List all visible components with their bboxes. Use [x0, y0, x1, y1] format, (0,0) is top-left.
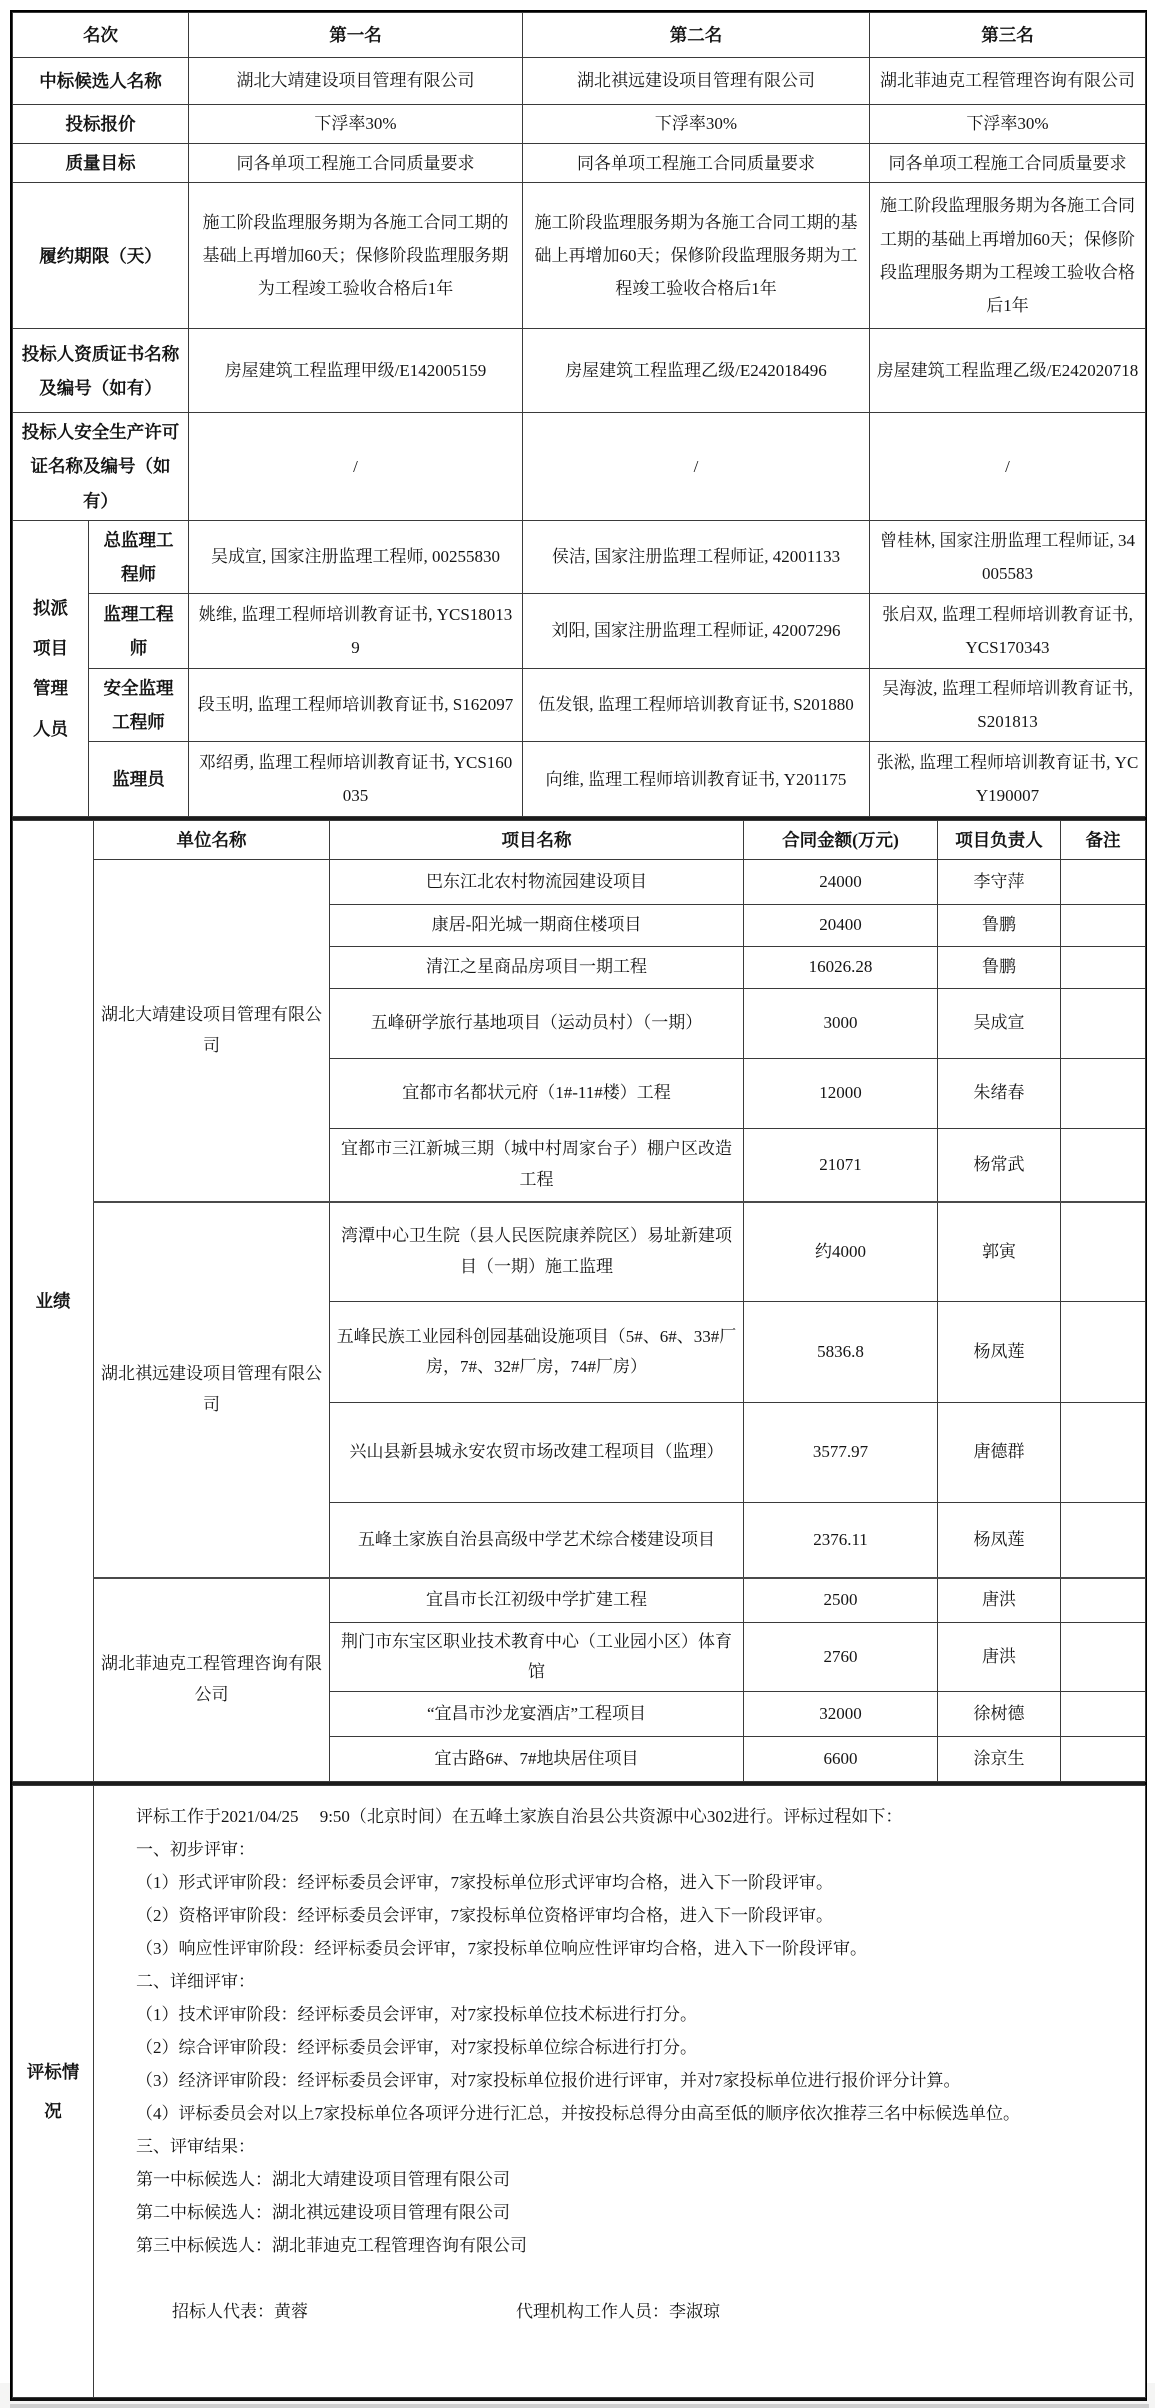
- safety-license-row: [13, 413, 1146, 520]
- supervising-engineer-1: 姚维, 监理工程师培训教育证书, YCS180139: [189, 593, 523, 668]
- supervisor-2: 向维, 监理工程师培训教育证书, Y201175: [523, 742, 870, 817]
- company-2-name: 湖北祺远建设项目管理有限公司: [94, 1202, 330, 1578]
- quality-goal-2: 同各单项工程施工合同质量要求: [523, 144, 870, 183]
- chief-engineer-2: 侯洁, 国家注册监理工程师证, 42001133: [523, 520, 870, 593]
- project-note: [1061, 1403, 1146, 1503]
- project-amount: 20400: [744, 905, 938, 947]
- project-name: 五峰土家族自治县高级中学艺术综合楼建设项目: [330, 1503, 744, 1578]
- project-amount: 16026.28: [744, 947, 938, 989]
- bid-result-sheet: [10, 10, 1147, 2401]
- candidate-2: 湖北祺远建设项目管理有限公司: [523, 58, 870, 105]
- project-manager: 涂京生: [938, 1737, 1061, 1782]
- project-note: [1061, 1623, 1146, 1692]
- company-3-name: 湖北菲迪克工程管理咨询有限公司: [94, 1578, 330, 1782]
- project-row: [13, 1578, 1146, 1623]
- performance-period-2: 施工阶段监理服务期为各施工合同工期的基础上再增加60天；保修阶段监理服务期为工程竣工验收合格后1年: [523, 183, 870, 329]
- evaluation-line: 一、初步评审：: [136, 1840, 255, 1860]
- project-manager: 吴成宣: [938, 989, 1061, 1059]
- qualification-cert-3: 房屋建筑工程监理乙级/E242020718: [870, 329, 1146, 413]
- project-name: 巴东江北农村物流园建设项目: [330, 860, 744, 905]
- bid-price-1: 下浮率30%: [189, 105, 523, 144]
- safety-engineer-3: 吴海波, 监理工程师培训教育证书, S201813: [870, 668, 1146, 741]
- chief-engineer-row: [13, 520, 1146, 593]
- project-manager: 唐洪: [938, 1578, 1061, 1623]
- project-note: [1061, 1202, 1146, 1302]
- project-name: “宜昌市沙龙宴酒店”工程项目: [330, 1692, 744, 1737]
- candidate-name-row: [13, 58, 1146, 105]
- project-row: [13, 1202, 1146, 1302]
- qualification-cert-label: 投标人资质证书名称及编号（如有）: [13, 329, 189, 413]
- chief-engineer-role: 总监理工程师: [89, 520, 189, 593]
- supervising-engineer-role: 监理工程师: [89, 593, 189, 668]
- contract-amount-header: 合同金额(万元): [744, 821, 938, 860]
- project-manager: 鲁鹏: [938, 947, 1061, 989]
- chief-engineer-3: 曾桂林, 国家注册监理工程师证, 34005583: [870, 520, 1146, 593]
- performance-group-label: [13, 821, 94, 1782]
- project-name: 宜昌市长江初级中学扩建工程: [330, 1578, 744, 1623]
- signature-line: [100, 2295, 1129, 2328]
- project-manager: 杨常武: [938, 1129, 1061, 1202]
- evaluation-group-label: [13, 1786, 94, 2398]
- evaluation-line: 二、详细评审：: [136, 1972, 255, 1992]
- company-name-header: 单位名称: [94, 821, 330, 860]
- bid-price-row: [13, 105, 1146, 144]
- bidder-representative: 招标人代表：黄蓉: [172, 2302, 308, 2322]
- project-manager: 朱绪春: [938, 1059, 1061, 1129]
- quality-goal-1: 同各单项工程施工合同质量要求: [189, 144, 523, 183]
- rank-second-header: 第二名: [523, 13, 870, 58]
- supervisor-1: 邓绍勇, 监理工程师培训教育证书, YCS160035: [189, 742, 523, 817]
- evaluation-content: [94, 1786, 1146, 2398]
- project-name: 湾潭中心卫生院（县人民医院康养院区）易址新建项目（一期）施工监理: [330, 1202, 744, 1302]
- candidate-3: 湖北菲迪克工程管理咨询有限公司: [870, 58, 1146, 105]
- rank-first-header: 第一名: [189, 13, 523, 58]
- supervisor-3: 张淞, 监理工程师培训教育证书, YCY190007: [870, 742, 1146, 817]
- safety-license-2: /: [523, 413, 870, 520]
- evaluation-line: （2）资格评审阶段：经评标委员会评审，7家投标单位资格评审均合格，进入下一阶段评审。: [136, 1906, 833, 1926]
- supervising-engineer-3: 张启双, 监理工程师培训教育证书, YCS170343: [870, 593, 1146, 668]
- quality-goal-label: 质量目标: [13, 144, 189, 183]
- performance-period-1: 施工阶段监理服务期为各施工合同工期的基础上再增加60天；保修阶段监理服务期为工程竣工验收合格后1年: [189, 183, 523, 329]
- project-manager: 鲁鹏: [938, 905, 1061, 947]
- qualification-cert-1: 房屋建筑工程监理甲级/E142005159: [189, 329, 523, 413]
- safety-engineer-2: 伍发银, 监理工程师培训教育证书, S201880: [523, 668, 870, 741]
- evaluation-result-third: 第三中标候选人：湖北菲迪克工程管理咨询有限公司: [136, 2236, 527, 2256]
- project-amount: 32000: [744, 1692, 938, 1737]
- staff-group-label: [13, 520, 89, 817]
- project-name: 清江之星商品房项目一期工程: [330, 947, 744, 989]
- project-manager: 徐树德: [938, 1692, 1061, 1737]
- rank-header-row: [13, 13, 1146, 58]
- project-note: [1061, 860, 1146, 905]
- evaluation-group-label-text: 评标情况: [26, 2062, 80, 2121]
- project-note: [1061, 1059, 1146, 1129]
- performance-period-label: 履约期限（天）: [13, 183, 189, 329]
- bid-price-3: 下浮率30%: [870, 105, 1146, 144]
- project-manager: 唐德群: [938, 1403, 1061, 1503]
- rank-third-header: 第三名: [870, 13, 1146, 58]
- evaluation-line: （2）综合评审阶段：经评标委员会评审，对7家投标单位综合标进行打分。: [136, 2038, 697, 2058]
- evaluation-line: （1）形式评审阶段：经评标委员会评审，7家投标单位形式评审均合格，进入下一阶段评审。: [136, 1873, 833, 1893]
- project-note: [1061, 1578, 1146, 1623]
- safety-engineer-1: 段玉明, 监理工程师培训教育证书, S162097: [189, 668, 523, 741]
- supervisor-row: [13, 742, 1146, 817]
- evaluation-line: （3）经济评审阶段：经评标委员会评审，对7家投标单位报价进行评审，并对7家投标单位进行报价评分计算。: [136, 2071, 961, 2091]
- evaluation-result-first: 第一中标候选人：湖北大靖建设项目管理有限公司: [136, 2170, 510, 2190]
- evaluation-line: 三、评审结果：: [136, 2137, 255, 2157]
- safety-license-label: 投标人安全生产许可证名称及编号（如有）: [13, 413, 189, 520]
- project-note: [1061, 1737, 1146, 1782]
- bid-price-2: 下浮率30%: [523, 105, 870, 144]
- ranking-table: [12, 12, 1146, 817]
- project-amount: 5836.8: [744, 1302, 938, 1403]
- project-note: [1061, 1503, 1146, 1578]
- evaluation-table: [12, 1785, 1146, 2398]
- performance-table: [12, 820, 1146, 1782]
- company-1-name: 湖北大靖建设项目管理有限公司: [94, 860, 330, 1202]
- safety-license-3: /: [870, 413, 1146, 520]
- project-note: [1061, 1692, 1146, 1737]
- project-amount: 6600: [744, 1737, 938, 1782]
- supervising-engineer-row: [13, 593, 1146, 668]
- note-header: 备注: [1061, 821, 1146, 860]
- chief-engineer-1: 吴成宣, 国家注册监理工程师, 00255830: [189, 520, 523, 593]
- project-name-header: 项目名称: [330, 821, 744, 860]
- safety-license-1: /: [189, 413, 523, 520]
- project-name: 五峰民族工业园科创园基础设施项目（5#、6#、33#厂房，7#、32#厂房，74#厂房）: [330, 1302, 744, 1403]
- agency-staff: 代理机构工作人员：李淑琼: [516, 2302, 720, 2322]
- project-manager: 唐洪: [938, 1623, 1061, 1692]
- performance-group-label-text: 业绩: [35, 1290, 71, 1311]
- evaluation-line: （3）响应性评审阶段：经评标委员会评审，7家投标单位响应性评审均合格，进入下一阶段评审。: [136, 1939, 867, 1959]
- project-name: 五峰研学旅行基地项目（运动员村）（一期）: [330, 989, 744, 1059]
- project-manager: 杨凤莲: [938, 1302, 1061, 1403]
- project-amount: 2760: [744, 1623, 938, 1692]
- rank-label: 名次: [13, 13, 189, 58]
- safety-engineer-row: [13, 668, 1146, 741]
- project-amount: 24000: [744, 860, 938, 905]
- project-note: [1061, 1302, 1146, 1403]
- project-amount: 3000: [744, 989, 938, 1059]
- project-note: [1061, 989, 1146, 1059]
- project-manager: 李守萍: [938, 860, 1061, 905]
- project-amount: 约4000: [744, 1202, 938, 1302]
- project-note: [1061, 947, 1146, 989]
- project-name: 荆门市东宝区职业技术教育中心（工业园小区）体育馆: [330, 1623, 744, 1692]
- candidate-1: 湖北大靖建设项目管理有限公司: [189, 58, 523, 105]
- project-manager: 郭寅: [938, 1202, 1061, 1302]
- qualification-cert-2: 房屋建筑工程监理乙级/E242018496: [523, 329, 870, 413]
- evaluation-result-second: 第二中标候选人：湖北祺远建设项目管理有限公司: [136, 2203, 510, 2223]
- evaluation-line: 评标工作于2021/04/25 9:50（北京时间）在五峰土家族自治县公共资源中心302进行。评标过程如下：: [136, 1807, 903, 1827]
- project-name: 宜都市三江新城三期（城中村周家台子）棚户区改造工程: [330, 1129, 744, 1202]
- quality-goal-3: 同各单项工程施工合同质量要求: [870, 144, 1146, 183]
- project-manager-header: 项目负责人: [938, 821, 1061, 860]
- performance-header-row: [13, 821, 1146, 860]
- project-amount: 3577.97: [744, 1403, 938, 1503]
- project-amount: 2500: [744, 1578, 938, 1623]
- bid-price-label: 投标报价: [13, 105, 189, 144]
- supervising-engineer-2: 刘阳, 国家注册监理工程师证, 42007296: [523, 593, 870, 668]
- performance-period-row: [13, 183, 1146, 329]
- candidate-name-label: 中标候选人名称: [13, 58, 189, 105]
- supervisor-role: 监理员: [89, 742, 189, 817]
- project-amount: 21071: [744, 1129, 938, 1202]
- evaluation-line: （4）评标委员会对以上7家投标单位各项评分进行汇总，并按投标总得分由高至低的顺序依次推荐三名中标候选单位。: [136, 2104, 1020, 2124]
- project-amount: 2376.11: [744, 1503, 938, 1578]
- staff-group-label-text: 拟派项目管理人员: [33, 597, 68, 739]
- performance-period-3: 施工阶段监理服务期为各施工合同工期的基础上再增加60天；保修阶段监理服务期为工程竣工验收合格后1年: [870, 183, 1146, 329]
- safety-engineer-role: 安全监理工程师: [89, 668, 189, 741]
- quality-goal-row: [13, 144, 1146, 183]
- project-amount: 12000: [744, 1059, 938, 1129]
- project-note: [1061, 1129, 1146, 1202]
- project-name: 宜古路6#、7#地块居住项目: [330, 1737, 744, 1782]
- qualification-cert-row: [13, 329, 1146, 413]
- project-name: 宜都市名都状元府（1#-11#楼）工程: [330, 1059, 744, 1129]
- spacer: [100, 2262, 1129, 2295]
- project-manager: 杨凤莲: [938, 1503, 1061, 1578]
- scan-edge: [10, 2404, 1149, 2408]
- project-name: 康居-阳光城一期商住楼项目: [330, 905, 744, 947]
- project-name: 兴山县新县城永安农贸市场改建工程项目（监理）: [330, 1403, 744, 1503]
- project-row: [13, 860, 1146, 905]
- evaluation-line: （1）技术评审阶段：经评标委员会评审，对7家投标单位技术标进行打分。: [136, 2005, 697, 2025]
- evaluation-row: [13, 1786, 1146, 2398]
- project-note: [1061, 905, 1146, 947]
